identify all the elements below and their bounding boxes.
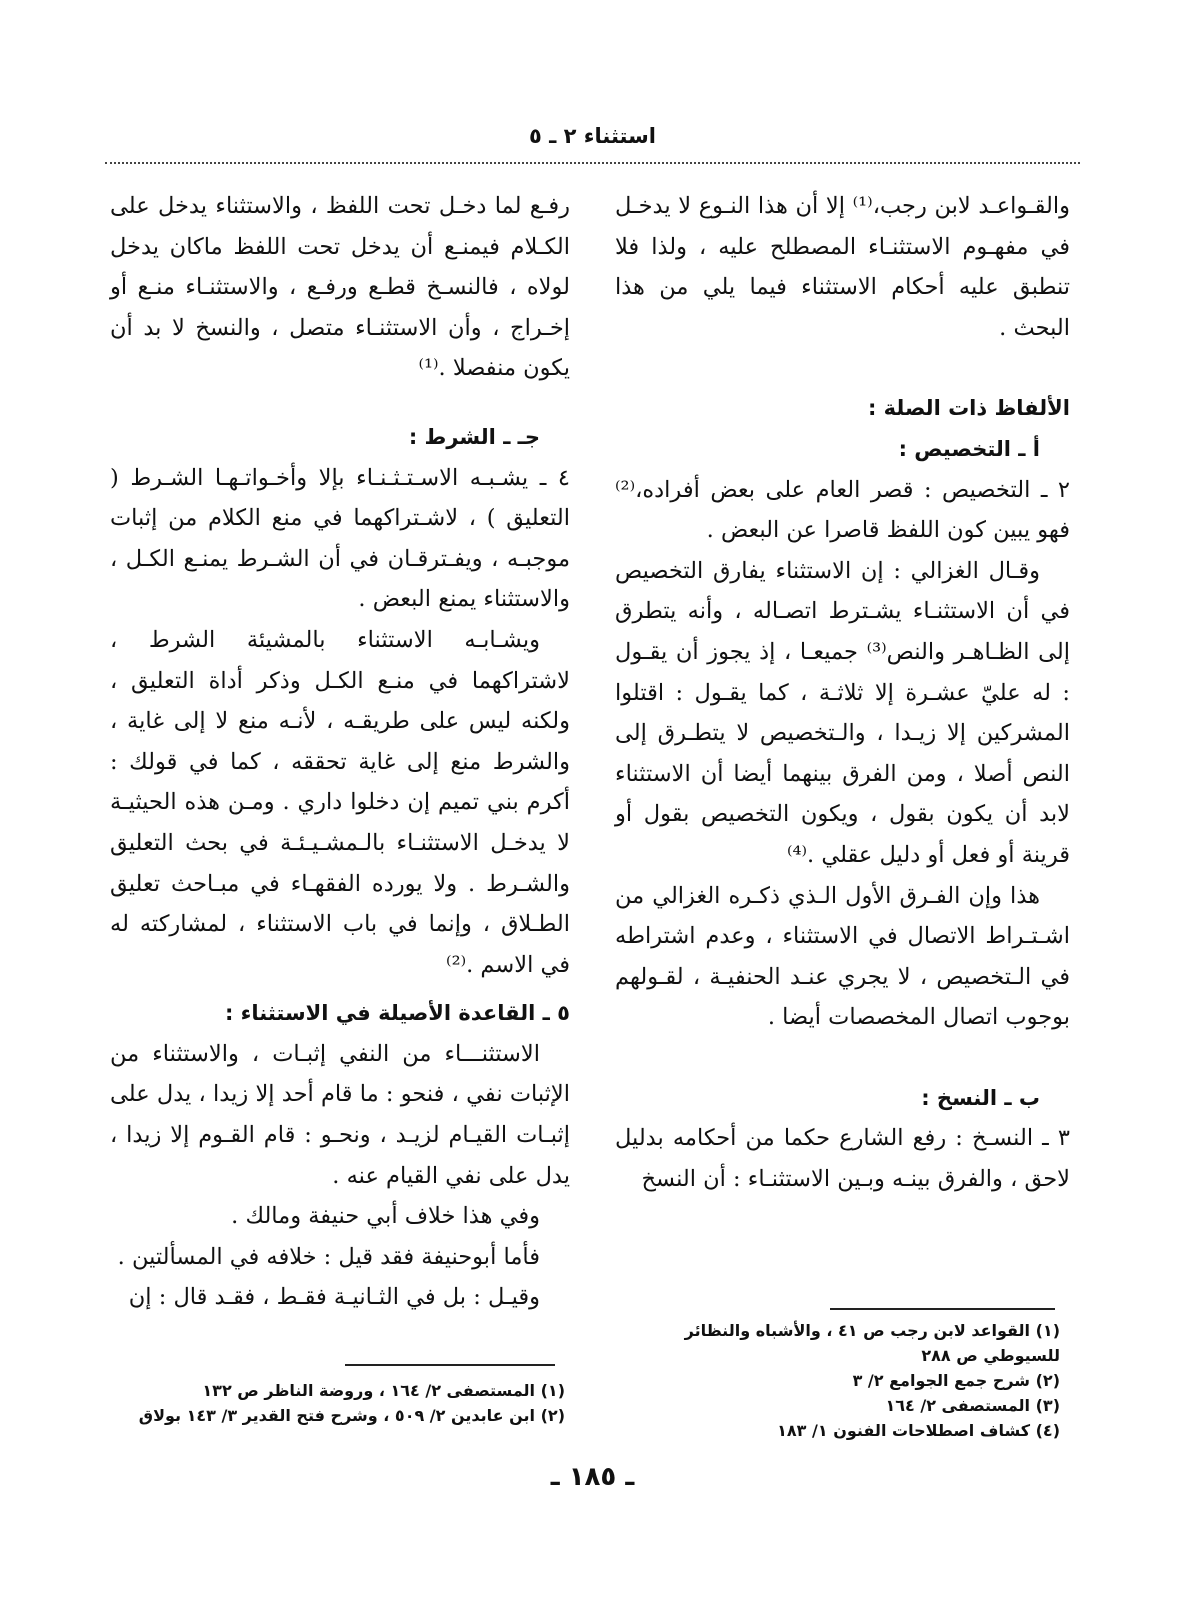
paragraph: فأما أبوحنيفة فقد قيل : خلافه في المسألتين . [117,1243,540,1270]
footnotes-right [605,1318,1060,1443]
footnote: (٢) ابن عابدين ٢/ ٥٠٩ ، وشرح فتح القدير ٣/ ١٤٣ بولاق [138,1406,565,1425]
running-header: استثناء ٢ ـ ٥ [529,124,656,148]
footnote: (٢) شرح جمع الجوامع ٢/ ٣ [852,1371,1060,1390]
paragraph: وقـال الغزالي : إن الاستثناء يفارق التخصيص في أن الاستثنـاء يشـترط اتصـاله ، وأنه يتطرق إلى الظـاهـر والنص⁽³⁾ جميعـا ، إذ يجوز أن يقـول : له عليّ عشـرة إلا ثلاثـة ، كما يقـول : اقتلوا المشركين إلا زيـدا ، والـتخصيص لا يتطـرق إلى النص أصلا ، ومن الفرق بينهما أيضا أن الاستثناء لابد أن يكون بقول ، ويكون التخصيص بقول أو قرينة أو فعل أو دليل عقلي .⁽⁴⁾ [615,557,1070,868]
footnote-rule-right [830,1308,1055,1310]
paragraph: ويشـابـه الاستثناء بالمشيئة الشرط ، لاشتراكهما في منـع الكـل وذكر أداة التعليق ، ولكنه ليس على طريقـه ، لأنـه منع لا إلى غاية ، والشرط منع إلى غاية تحققه ، كما في قولك : أكرم بني تميم إن دخلوا داري . ومـن هذه الحيثيـة لا يدخـل الاستثنـاء بالـمشـيـئـة في بحث التعليق والشـرط . ولا يورده الفقهـاء في مبـاحث تعليق الطـلاق ، وإنما في باب الاستثناء ، لمشاركته له في الاسم .⁽²⁾ [110,626,570,978]
paragraph: وقيـل : بل في الثـانيـة فقـط ، فقـد قال : إن [128,1284,540,1311]
paragraph: وفي هذا خلاف أبي حنيفة ومالك . [231,1203,540,1230]
subsection-heading: جـ ـ الشرط : [408,424,540,449]
paragraph: هذا وإن الفـرق الأول الـذي ذكـره الغزالي من اشـتـراط الاتصال في الاستثناء ، وعدم اشتراطه في الـتخصيص ، لا يجري عنـد الحنفيـة ، لقـولهم بوجوب اتصال المخصصات أيضا . [615,882,1070,1031]
subsection-heading: أ ـ التخصيص : [898,436,1040,461]
page-number: ـ ١٨٥ ـ [550,1462,635,1492]
footnotes-left [110,1378,565,1428]
paragraph: رفـع لما دخـل تحت اللفظ ، والاستثناء يدخل على الكـلام فيمنـع أن يدخل تحت اللفظ ماكان يدخل لولاه ، فالنسـخ قطـع ورفـع ، والاستثنـاء منـع أو إخـراج ، وأن الاستثنـاء متصل ، والنسخ لا بد أن يكون منفصلا .⁽¹⁾ [110,193,570,382]
paragraph: ٢ ـ التخصيص : قصر العام على بعض أفراده،⁽²⁾ فهو يبين كون اللفظ قاصرا عن البعض . [615,476,1070,544]
footnote: (٣) المستصفى ٢/ ١٦٤ [885,1396,1060,1415]
paragraph: ٤ ـ يشـبـه الاسـتـثـنـاء بإلا وأخـواتـهـا الشـرط ( التعليق ) ، لاشـتراكهما في منع الكلام من إثبات موجبـه ، ويفـترقـان في أن الشـرط يمنـع الكـل ، والاستثناء يمنع البعض . [110,464,570,613]
left-column [110,186,570,1318]
footnote: (١) القواعد لابن رجب ص ٤١ ، والأشباه والنظائر للسيوطي ص ٢٨٨ [684,1321,1060,1365]
footnote: (٤) كشاف اصطلاحات الفنون ١/ ١٨٣ [777,1421,1060,1440]
section-heading: الألفاظ ذات الصلة : [867,396,1070,421]
subsection-heading: ب ـ النسخ : [921,1085,1040,1110]
footnote: (١) المستصفى ٢/ ١٦٤ ، وروضة الناظر ص ١٣٢ [202,1381,565,1400]
section-heading: ٥ ـ القاعدة الأصيلة في الاستثناء : [224,1001,570,1026]
paragraph: والقـواعـد لابن رجب،⁽¹⁾ إلا أن هذا النـوع لا يدخـل في مفهـوم الاستثنـاء المصطلح عليه ، ولذا فلا تنطبق عليه أحكام الاستثناء فيما يلي من هذا البحث . [615,193,1070,341]
paragraph: ٣ ـ النسـخ : رفع الشارع حكما من أحكامه بدليل لاحق ، والفرق بينـه وبـين الاستثنـاء : أن النسخ [615,1125,1070,1193]
footnote-rule-left [345,1364,555,1366]
right-column [615,186,1070,1200]
paragraph: الاستثنـــاء من النفي إثبـات ، والاستثناء من الإثبات نفي ، فنحو : ما قام أحد إلا زيدا ، يدل على إثبـات القيـام لزيـد ، ونحـو : قام القـوم إلا زيدا ، يدل على نفي القيام عنه . [110,1040,570,1189]
header-dotted-rule [105,162,1080,164]
